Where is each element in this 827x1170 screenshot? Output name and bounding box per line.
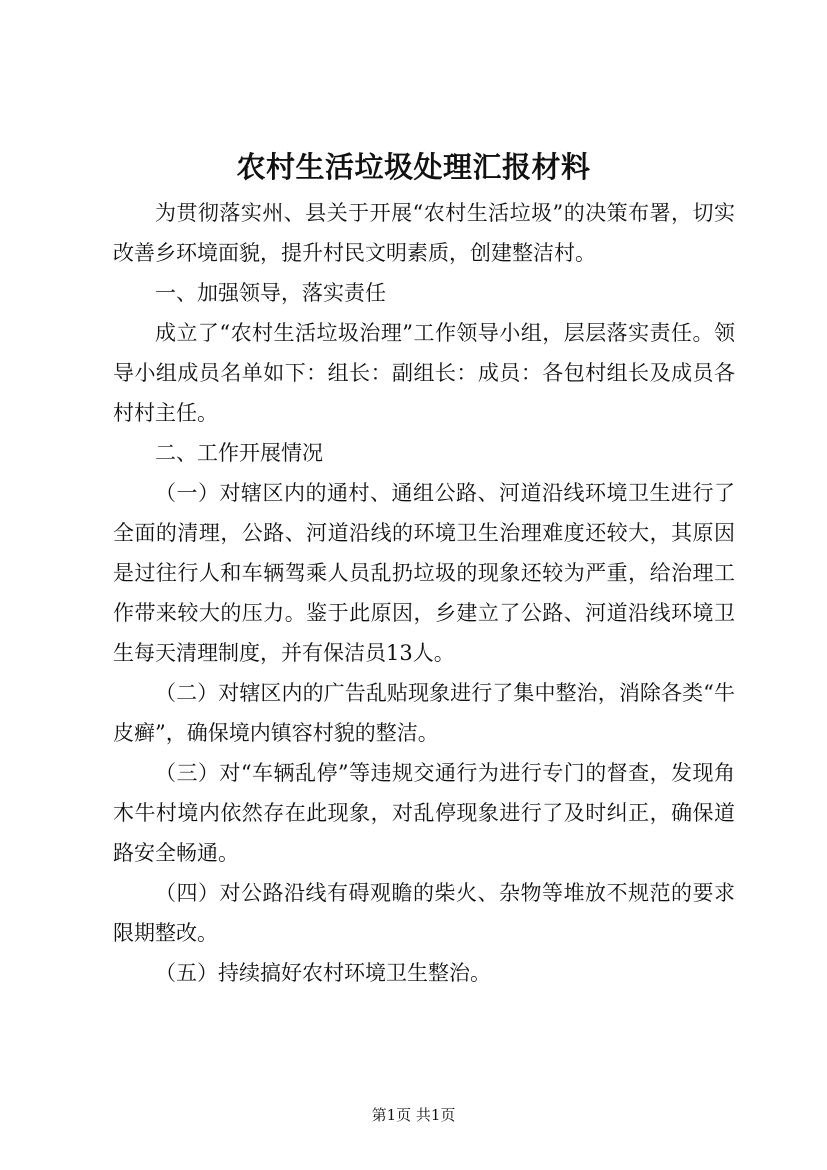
- paragraph-intro: 为贯彻落实州、县关于开展“农村生活垃圾”的决策布署，切实改善乡环境面貌，提升村民文明素质，创建整洁村。: [113, 201, 735, 265]
- paragraph-item-5: （五）持续搞好农村环境卫生整治。: [155, 961, 491, 985]
- document-title: 农村生活垃圾处理汇报材料: [236, 150, 591, 184]
- paragraph-leadership: 成立了“农村生活垃圾治理”工作领导小组，层层落实责任。领导小组成员名单如下：组长：副组长：成员：各包村组长及成员各村村主任。: [113, 321, 735, 425]
- page-footer: 第1页 共1页: [371, 1106, 456, 1124]
- paragraph-item-3: （三）对“车辆乱停”等违规交通行为进行专门的督查，发现角木牛村境内依然存在此现象，对乱停现象进行了及时纠正，确保道路安全畅通。: [113, 761, 735, 865]
- section-heading-1: 一、加强领导，落实责任: [155, 281, 386, 305]
- section-heading-2: 二、工作开展情况: [155, 441, 323, 465]
- paragraph-item-4: （四）对公路沿线有碍观瞻的柴火、杂物等堆放不规范的要求限期整改。: [113, 881, 735, 945]
- paragraph-item-1: （一）对辖区内的通村、通组公路、河道沿线环境卫生进行了全面的清理，公路、河道沿线的环境卫生治理难度还较大，其原因是过往行人和车辆驾乘人员乱扔垃圾的现象还较为严重，给治理工作带来较大的压力。鉴于此原因，乡建立了公路、河道沿线环境卫生每天清理制度，并有保洁员13人。: [113, 481, 735, 665]
- paragraph-item-2: （二）对辖区内的广告乱贴现象进行了集中整治，消除各类“牛皮癣”，确保境内镇容村貌的整洁。: [113, 681, 735, 745]
- document-body: [113, 193, 735, 993]
